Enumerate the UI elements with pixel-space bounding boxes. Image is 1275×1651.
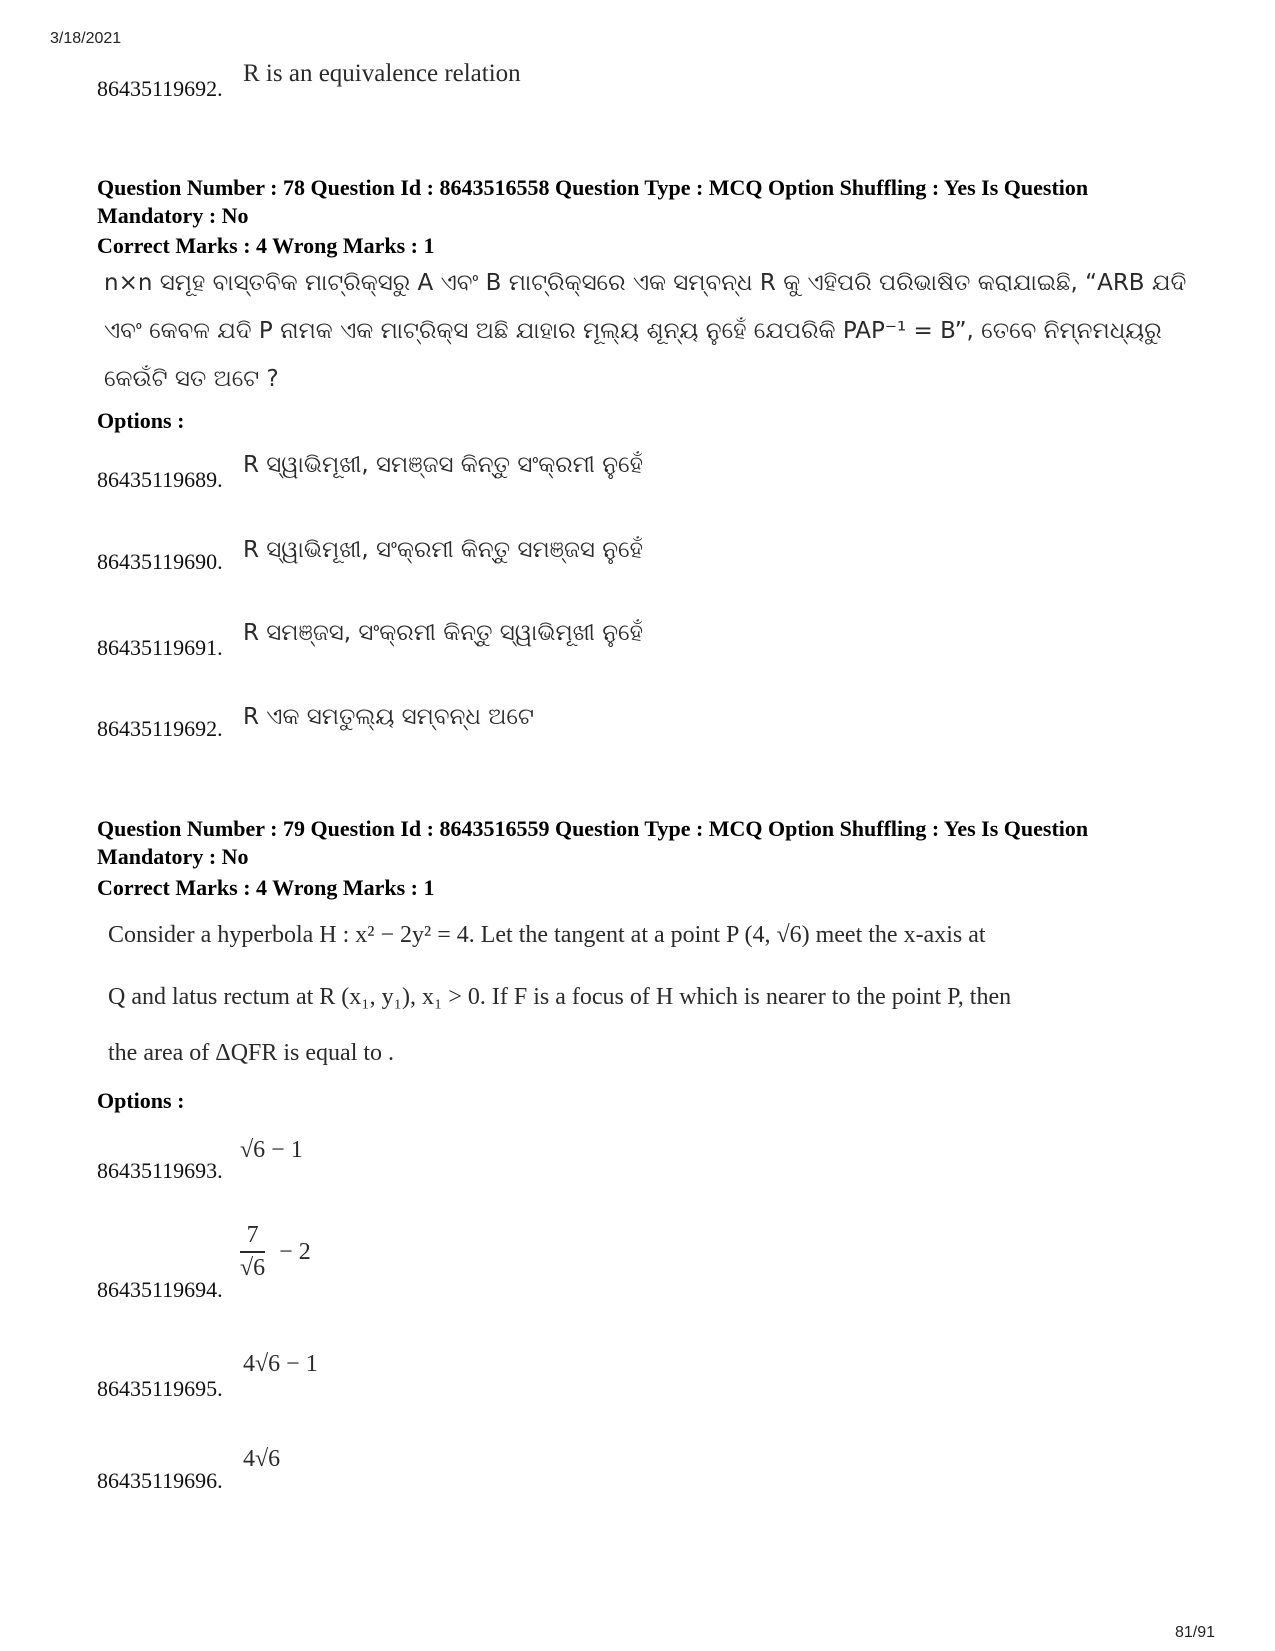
question-text-line: ଏବଂ କେବଳ ଯଦି P ନାମକ ଏକ ମାଟ୍ରିକ୍ସ ଅଛି ଯାହାର ମୂଲ୍ୟ ଶୂନ୍ୟ ନୁହେଁ ଯେପରିକି PAP⁻¹ = B”, ତେବେ ନିମ୍ନମଧ୍ୟରୁ (104, 318, 1162, 344)
option-text: R ସ୍ୱାଭିମୂଖୀ, ସଂକ୍ରମୀ କିନ୍ତୁ ସମଞ୍ଜସ ନୁହେଁ (243, 537, 643, 563)
question-78-body (104, 270, 1187, 400)
option-id: 86435119690. (97, 549, 223, 574)
question-text-line: n×n ସମୂହ ବାସ୍ତବିକ ମାଟ୍ରିକ୍ସରୁ A ଏବଂ B ମାଟ୍ରିକ୍ସରେ ଏକ ସମ୍ବନ୍ଧ R କୁ ଏହିପରି ପରିଭାଷିତ କରାଯାଇଛି, “ARB ଯଦି (104, 270, 1187, 296)
question-79-marks: Correct Marks : 4 Wrong Marks : 1 (97, 875, 435, 900)
fraction-remainder: − 2 (279, 1238, 311, 1265)
options-label: Options : (97, 1088, 185, 1113)
option-id: 86435119692. (97, 716, 223, 741)
question-text-line: କେଉଁଟି ସତ ଅଟେ ? (104, 366, 279, 392)
question-text-line: the area of ΔQFR is equal to . (108, 1040, 395, 1066)
option-id: 86435119695. (97, 1376, 223, 1401)
option-math: 4√6 − 1 (243, 1351, 318, 1377)
fraction (240, 1222, 265, 1282)
option-id: 86435119696. (97, 1468, 223, 1493)
question-text-line: Consider a hyperbola H : x² − 2y² = 4. Let the tangent at a point P (4, √6) meet the x-axis at (108, 922, 986, 948)
option-math (240, 1222, 311, 1282)
option-id: 86435119691. (97, 635, 223, 660)
print-date: 3/18/2021 (50, 30, 122, 47)
fraction-numerator: 7 (240, 1222, 265, 1253)
option-text: R ସମଞ୍ଜସ, ସଂକ୍ରମୀ କିନ୍ତୁ ସ୍ୱାଭିମୂଖୀ ନୁହେଁ (243, 620, 643, 646)
page-number: 81/91 (1175, 1624, 1216, 1641)
question-79-header: Question Number : 79 Question Id : 8643516559 Question Type : MCQ Option Shuffling : Yes Is Question Mandatory : No (97, 816, 1089, 869)
question-78-marks: Correct Marks : 4 Wrong Marks : 1 (97, 233, 435, 258)
option-id: 86435119693. (97, 1158, 223, 1183)
question-79-body (108, 922, 1188, 1066)
option-math: √6 − 1 (240, 1137, 303, 1163)
question-text-line: Q and latus rectum at R (x₁, y₁), x₁ > 0. If F is a focus of H which is nearer to the point P, then (108, 984, 1012, 1010)
options-label: Options : (97, 408, 185, 433)
option-text: R ସ୍ୱାଭିମୂଖୀ, ସମଞ୍ଜସ କିନ୍ତୁ ସଂକ୍ରମୀ ନୁହେଁ (243, 452, 643, 478)
fraction-denominator: √6 (240, 1255, 266, 1281)
option-text: R ଏକ ସମତୁଲ୍ୟ ସମ୍ବନ୍ଧ ଅଟେ (243, 704, 534, 730)
option-id: 86435119692. (97, 76, 223, 101)
question-78-header: Question Number : 78 Question Id : 8643516558 Question Type : MCQ Option Shuffling : Yes Is Question Mandatory : No (97, 175, 1089, 228)
option-id: 86435119694. (97, 1277, 223, 1302)
option-id: 86435119689. (97, 467, 223, 492)
option-math: 4√6 (243, 1446, 281, 1472)
option-text: R is an equivalence relation (243, 60, 521, 87)
